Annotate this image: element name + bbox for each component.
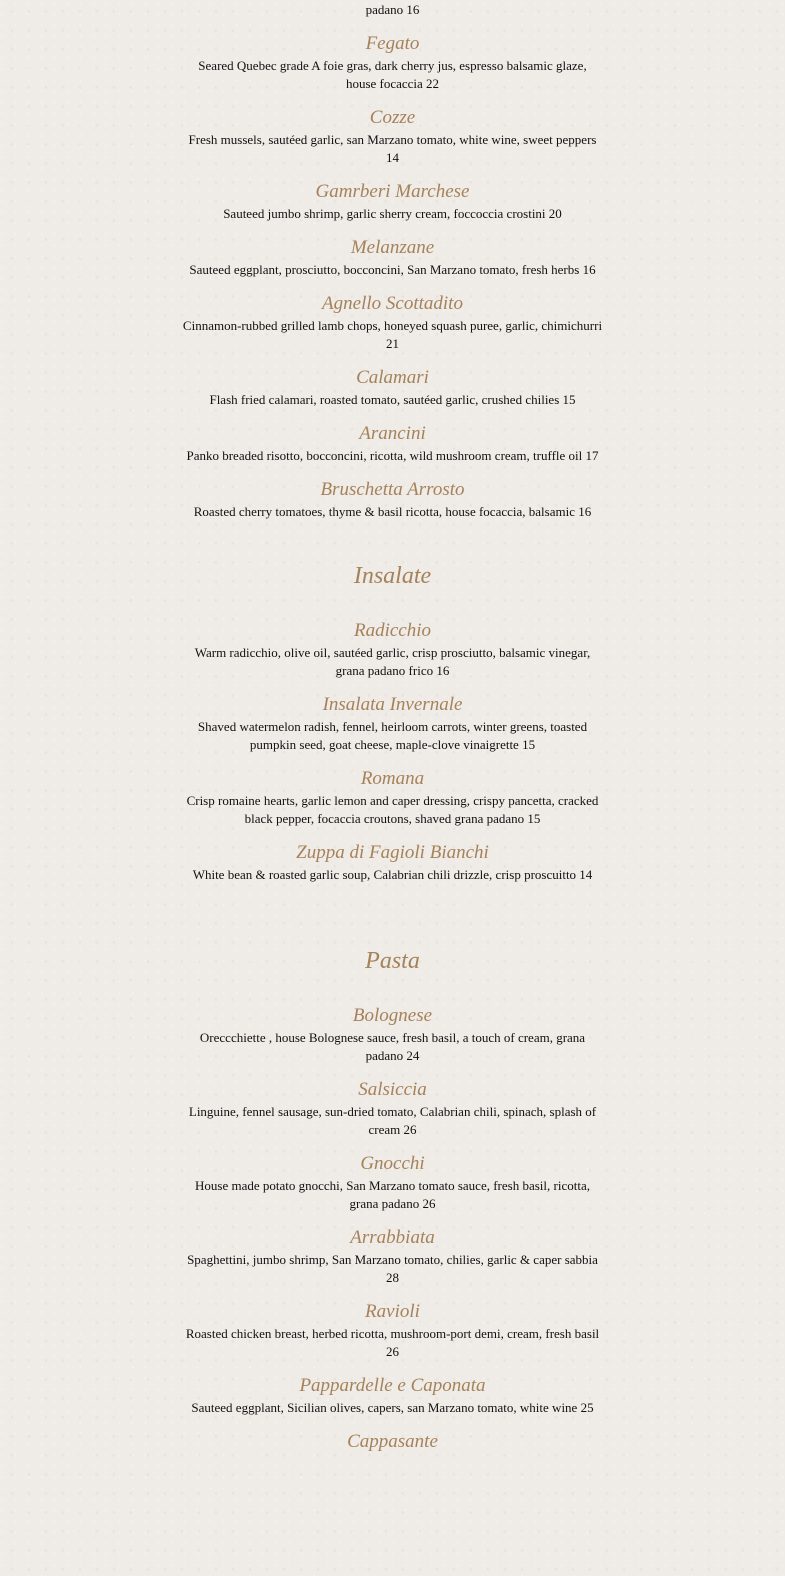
item-name: Ravioli: [365, 1301, 420, 1322]
item-description: Sauteed jumbo shrimp, garlic sherry cream, foccoccia crostini 20: [223, 206, 562, 221]
menu-item: [0, 479, 785, 521]
section-insalate: [0, 562, 785, 884]
menu-item: [0, 181, 785, 223]
menu-item: [0, 1079, 785, 1139]
menu-item: [0, 237, 785, 279]
section-antipasti: [0, 0, 785, 521]
item-description: Oreccchiette , house Bolognese sauce, fresh basil, a touch of cream, grana padano 24: [199, 1030, 586, 1063]
item-description: Linguine, fennel sausage, sun-dried tomato, Calabrian chili, spinach, splash of cream 26: [188, 1104, 597, 1137]
item-name: Romana: [360, 768, 425, 789]
section-spacer: [0, 884, 785, 947]
item-description: padano 16: [365, 2, 420, 17]
menu-item: [0, 367, 785, 409]
item-description: Seared Quebec grade A foie gras, dark cherry jus, espresso balsamic glaze, house focaccia 22: [198, 58, 587, 91]
menu-item: [0, 107, 785, 167]
item-description: Warm radicchio, olive oil, sautéed garlic, crisp prosciutto, balsamic vinegar, grana padano frico 16: [194, 645, 591, 678]
item-name: Zuppa di Fagioli Bianchi: [296, 842, 489, 863]
menu-item: [0, 694, 785, 754]
menu-item: [0, 33, 785, 93]
item-name: Radicchio: [353, 620, 432, 641]
item-description: Roasted chicken breast, herbed ricotta, mushroom-port demi, cream, fresh basil 26: [185, 1326, 600, 1359]
item-name: Calamari: [356, 367, 429, 388]
item-description: Flash fried calamari, roasted tomato, sautéed garlic, crushed chilies 15: [209, 392, 576, 407]
item-name: Salsiccia: [358, 1079, 427, 1100]
section-pasta: [0, 947, 785, 1453]
menu-item: [0, 293, 785, 353]
item-name: Arrabbiata: [350, 1227, 435, 1248]
item-name: Pappardelle e Caponata: [299, 1375, 486, 1396]
menu-item: [0, 423, 785, 465]
section-title-spacer: [0, 590, 785, 620]
item-name: Gamrberi Marchese: [315, 181, 470, 202]
menu-item: [0, 1375, 785, 1417]
menu-item: [0, 1005, 785, 1065]
item-description: White bean & roasted garlic soup, Calabrian chili drizzle, crisp proscuitto 14: [192, 867, 593, 882]
item-description: Roasted cherry tomatoes, thyme & basil ricotta, house focaccia, balsamic 16: [193, 504, 592, 519]
item-description: Panko breaded risotto, bocconcini, ricotta, wild mushroom cream, truffle oil 17: [186, 448, 599, 463]
item-name: Gnocchi: [360, 1153, 425, 1174]
menu-item: [0, 1227, 785, 1287]
item-name: Cappasante: [347, 1431, 438, 1452]
item-name: Melanzane: [350, 237, 435, 258]
item-description: Crisp romaine hearts, garlic lemon and caper dressing, crispy pancetta, cracked black pepper, focaccia croutons, shaved grana padano 15: [186, 793, 599, 826]
item-description: Sauteed eggplant, Sicilian olives, capers, san Marzano tomato, white wine 25: [191, 1400, 594, 1415]
item-name: Agnello Scottadito: [322, 293, 463, 314]
item-description: Shaved watermelon radish, fennel, heirloom carrots, winter greens, toasted pumpkin seed, goat cheese, maple-clove vinaigrette 15: [197, 719, 588, 752]
item-description: Fresh mussels, sautéed garlic, san Marzano tomato, white wine, sweet peppers 14: [188, 132, 597, 165]
menu-item: [0, 768, 785, 828]
item-name: Bolognese: [352, 1005, 433, 1026]
section-title-spacer: [0, 975, 785, 1005]
item-name: Cozze: [369, 107, 416, 128]
item-description: Cinnamon-rubbed grilled lamb chops, honeyed squash puree, garlic, chimichurri 21: [182, 318, 603, 351]
menu-item: [0, 1431, 785, 1453]
item-name: Insalata Invernale: [322, 694, 463, 715]
menu-item: [0, 620, 785, 680]
item-name: Fegato: [365, 33, 420, 54]
item-name: Bruschetta Arrosto: [320, 479, 465, 500]
section-spacer: [0, 521, 785, 562]
menu-item: [0, 0, 785, 19]
section-title: Pasta: [365, 948, 420, 974]
menu-item: [0, 842, 785, 884]
item-description: Sauteed eggplant, prosciutto, bocconcini, San Marzano tomato, fresh herbs 16: [189, 262, 596, 277]
section-title: Insalate: [353, 563, 432, 589]
menu-item: [0, 1153, 785, 1213]
menu-item: [0, 1301, 785, 1361]
item-description: House made potato gnocchi, San Marzano tomato sauce, fresh basil, ricotta, grana padano 26: [195, 1178, 590, 1211]
item-description: Spaghettini, jumbo shrimp, San Marzano tomato, chilies, garlic & caper sabbia 28: [187, 1252, 598, 1285]
item-name: Arancini: [359, 423, 426, 444]
